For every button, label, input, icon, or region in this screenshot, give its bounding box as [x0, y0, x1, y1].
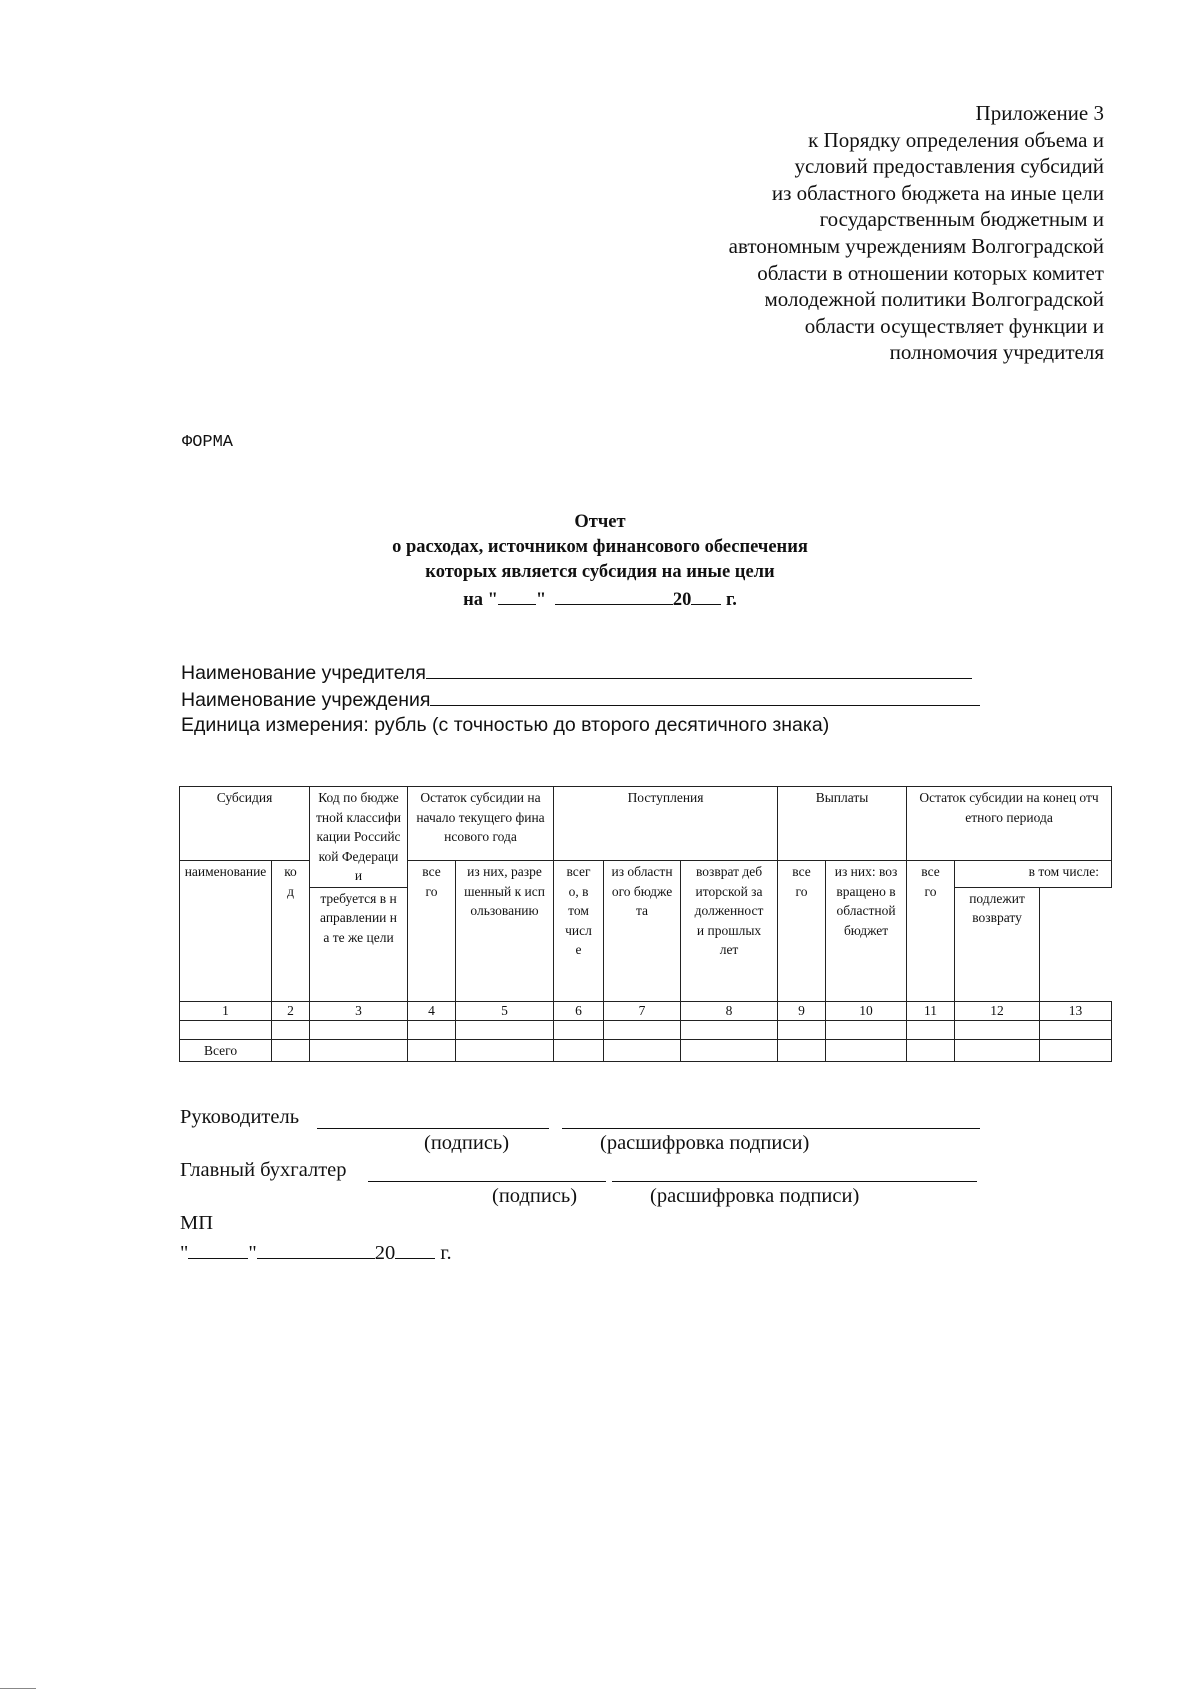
title-date-prefix: на ": [463, 590, 498, 610]
date-year-blank[interactable]: [395, 1239, 435, 1259]
header-payments: Выплаты: [778, 787, 907, 861]
table-cell[interactable]: [310, 1039, 408, 1062]
col-number: 6: [554, 1001, 604, 1020]
accountant-label: Главный бухгалтер: [180, 1159, 347, 1181]
title-date: [300, 585, 900, 613]
table-cell[interactable]: [1040, 1039, 1112, 1062]
institution-label: Наименование учреждения: [181, 689, 431, 711]
col-including: в том числе:: [955, 861, 1112, 888]
col-number: 5: [456, 1001, 554, 1020]
col-total-4: всего: [408, 861, 456, 1002]
header-receipts: Поступления: [554, 787, 778, 861]
total-label: Всего: [180, 1039, 272, 1062]
table-row: [180, 1020, 1112, 1039]
col-number: 7: [604, 1001, 681, 1020]
founder-input[interactable]: [426, 659, 972, 679]
appendix-line: молодежной политики Волгоградской: [764, 287, 1104, 312]
accountant-decoding-line[interactable]: [612, 1181, 977, 1182]
table-cell[interactable]: [554, 1020, 604, 1039]
year-blank[interactable]: [691, 585, 721, 605]
table-cell[interactable]: [272, 1020, 310, 1039]
col-number: 1: [180, 1001, 272, 1020]
col-number: 8: [681, 1001, 778, 1020]
col-returned: из них: возвращено в областной бюджет: [826, 861, 907, 1002]
appendix-line: области осуществляет функции и: [804, 313, 1104, 338]
col-to-return: подлежит возврату: [955, 887, 1040, 1001]
appendix-line: условий предоставления субсидий: [794, 154, 1104, 179]
header-balance-end: Остаток субсидии на конец отчетного периода: [907, 787, 1112, 861]
title-date-suffix: г.: [725, 590, 737, 610]
accountant-signature-caption: (подпись): [492, 1185, 578, 1207]
table-cell[interactable]: [604, 1020, 681, 1039]
table-cell[interactable]: [681, 1039, 778, 1062]
date-month-blank[interactable]: [257, 1239, 375, 1259]
table-cell[interactable]: [1040, 1020, 1112, 1039]
title-line-1: Отчет: [574, 512, 626, 532]
table-cell[interactable]: [907, 1039, 955, 1062]
header-balance-start: Остаток субсидии на начало текущего финансового года: [408, 787, 554, 861]
table-cell[interactable]: [310, 1020, 408, 1039]
col-number: 12: [955, 1001, 1040, 1020]
report-table: [179, 786, 1112, 1062]
col-code: код: [272, 861, 310, 1002]
title-line-3: которых является субсидия на иные цели: [425, 562, 775, 582]
col-total-11: всего: [907, 861, 955, 1002]
date-suffix: г.: [440, 1242, 452, 1264]
table-cell[interactable]: [955, 1039, 1040, 1062]
header-budget-code: Код по бюджетной классификации Российской Федерации: [310, 787, 408, 888]
table-cell[interactable]: [778, 1039, 826, 1062]
col-name: наименование: [180, 861, 272, 1002]
head-signature-caption: (подпись): [424, 1132, 510, 1154]
col-number: 3: [310, 1001, 408, 1020]
column-numbers-row: [180, 1001, 1112, 1020]
appendix-line: автономным учреждениям Волгоградской: [728, 233, 1104, 258]
col-number: 2: [272, 1001, 310, 1020]
date-day-blank[interactable]: [188, 1239, 248, 1259]
col-total-9: всего: [778, 861, 826, 1002]
col-regional: из областного бюджета: [604, 861, 681, 1002]
col-number: 11: [907, 1001, 955, 1020]
report-title: [300, 510, 900, 613]
table-cell[interactable]: [408, 1039, 456, 1062]
institution-row: [181, 686, 980, 713]
accountant-decoding-caption: (расшифровка подписи): [650, 1185, 860, 1207]
col-number: 10: [826, 1001, 907, 1020]
signature-date: [180, 1239, 452, 1265]
col-required: требуется в направлении на те же цели: [310, 887, 408, 1001]
day-blank[interactable]: [498, 585, 536, 605]
table-cell[interactable]: [604, 1039, 681, 1062]
title-date-mid: ": [535, 590, 547, 610]
unit-row: Единица измерения: рубль (с точностью до второго десятичного знака): [181, 714, 830, 736]
col-total-6: всего, в том числе: [554, 861, 604, 1002]
institution-input[interactable]: [430, 686, 980, 706]
report-fields: [181, 659, 980, 738]
table-cell[interactable]: [826, 1020, 907, 1039]
table-cell[interactable]: [826, 1039, 907, 1062]
date-year: 20: [374, 1242, 396, 1264]
header-subsidy: Субсидия: [180, 787, 310, 861]
appendix-line: государственным бюджетным и: [819, 207, 1104, 232]
table-cell[interactable]: [554, 1039, 604, 1062]
accountant-signature-line[interactable]: [368, 1181, 606, 1182]
date-quote-close: ": [248, 1242, 257, 1264]
table-cell[interactable]: [408, 1020, 456, 1039]
appendix-line: области в отношении которых комитет: [757, 260, 1104, 285]
table-cell[interactable]: [778, 1020, 826, 1039]
founder-row: [181, 659, 980, 686]
total-row: [180, 1039, 1112, 1062]
head-label: Руководитель: [180, 1106, 300, 1128]
table-cell[interactable]: [456, 1020, 554, 1039]
head-decoding-line[interactable]: [562, 1128, 980, 1129]
month-blank[interactable]: [555, 585, 673, 605]
head-signature-line[interactable]: [317, 1128, 549, 1129]
mp-label: МП: [180, 1212, 214, 1234]
appendix-line: полномочия учредителя: [889, 340, 1104, 365]
founder-label: Наименование учредителя: [181, 662, 426, 684]
table-cell[interactable]: [955, 1020, 1040, 1039]
page-edge-mark: [0, 1688, 36, 1689]
head-decoding-caption: (расшифровка подписи): [600, 1132, 810, 1154]
table-cell[interactable]: [907, 1020, 955, 1039]
col-refund: возврат дебиторской задолженности прошлых лет: [681, 861, 778, 1002]
col-allowed: из них, разрешенный к использованию: [456, 861, 554, 1002]
title-line-2: о расходах, источником финансового обеспечения: [392, 537, 808, 557]
forma-label: ФОРМА: [182, 433, 234, 452]
table-cell[interactable]: [180, 1020, 272, 1039]
appendix-header: [644, 100, 1104, 366]
col-number: 13: [1040, 1001, 1112, 1020]
date-quote-open: ": [180, 1242, 189, 1264]
table-cell[interactable]: [456, 1039, 554, 1062]
title-date-year: 20: [672, 590, 692, 610]
col-number: 9: [778, 1001, 826, 1020]
appendix-line: Приложение 3: [975, 101, 1104, 125]
appendix-line: из областного бюджета на иные цели: [771, 180, 1104, 205]
table-cell[interactable]: [272, 1039, 310, 1062]
appendix-line: к Порядку определения объема и: [808, 127, 1104, 152]
table-cell[interactable]: [681, 1020, 778, 1039]
col-number: 4: [408, 1001, 456, 1020]
